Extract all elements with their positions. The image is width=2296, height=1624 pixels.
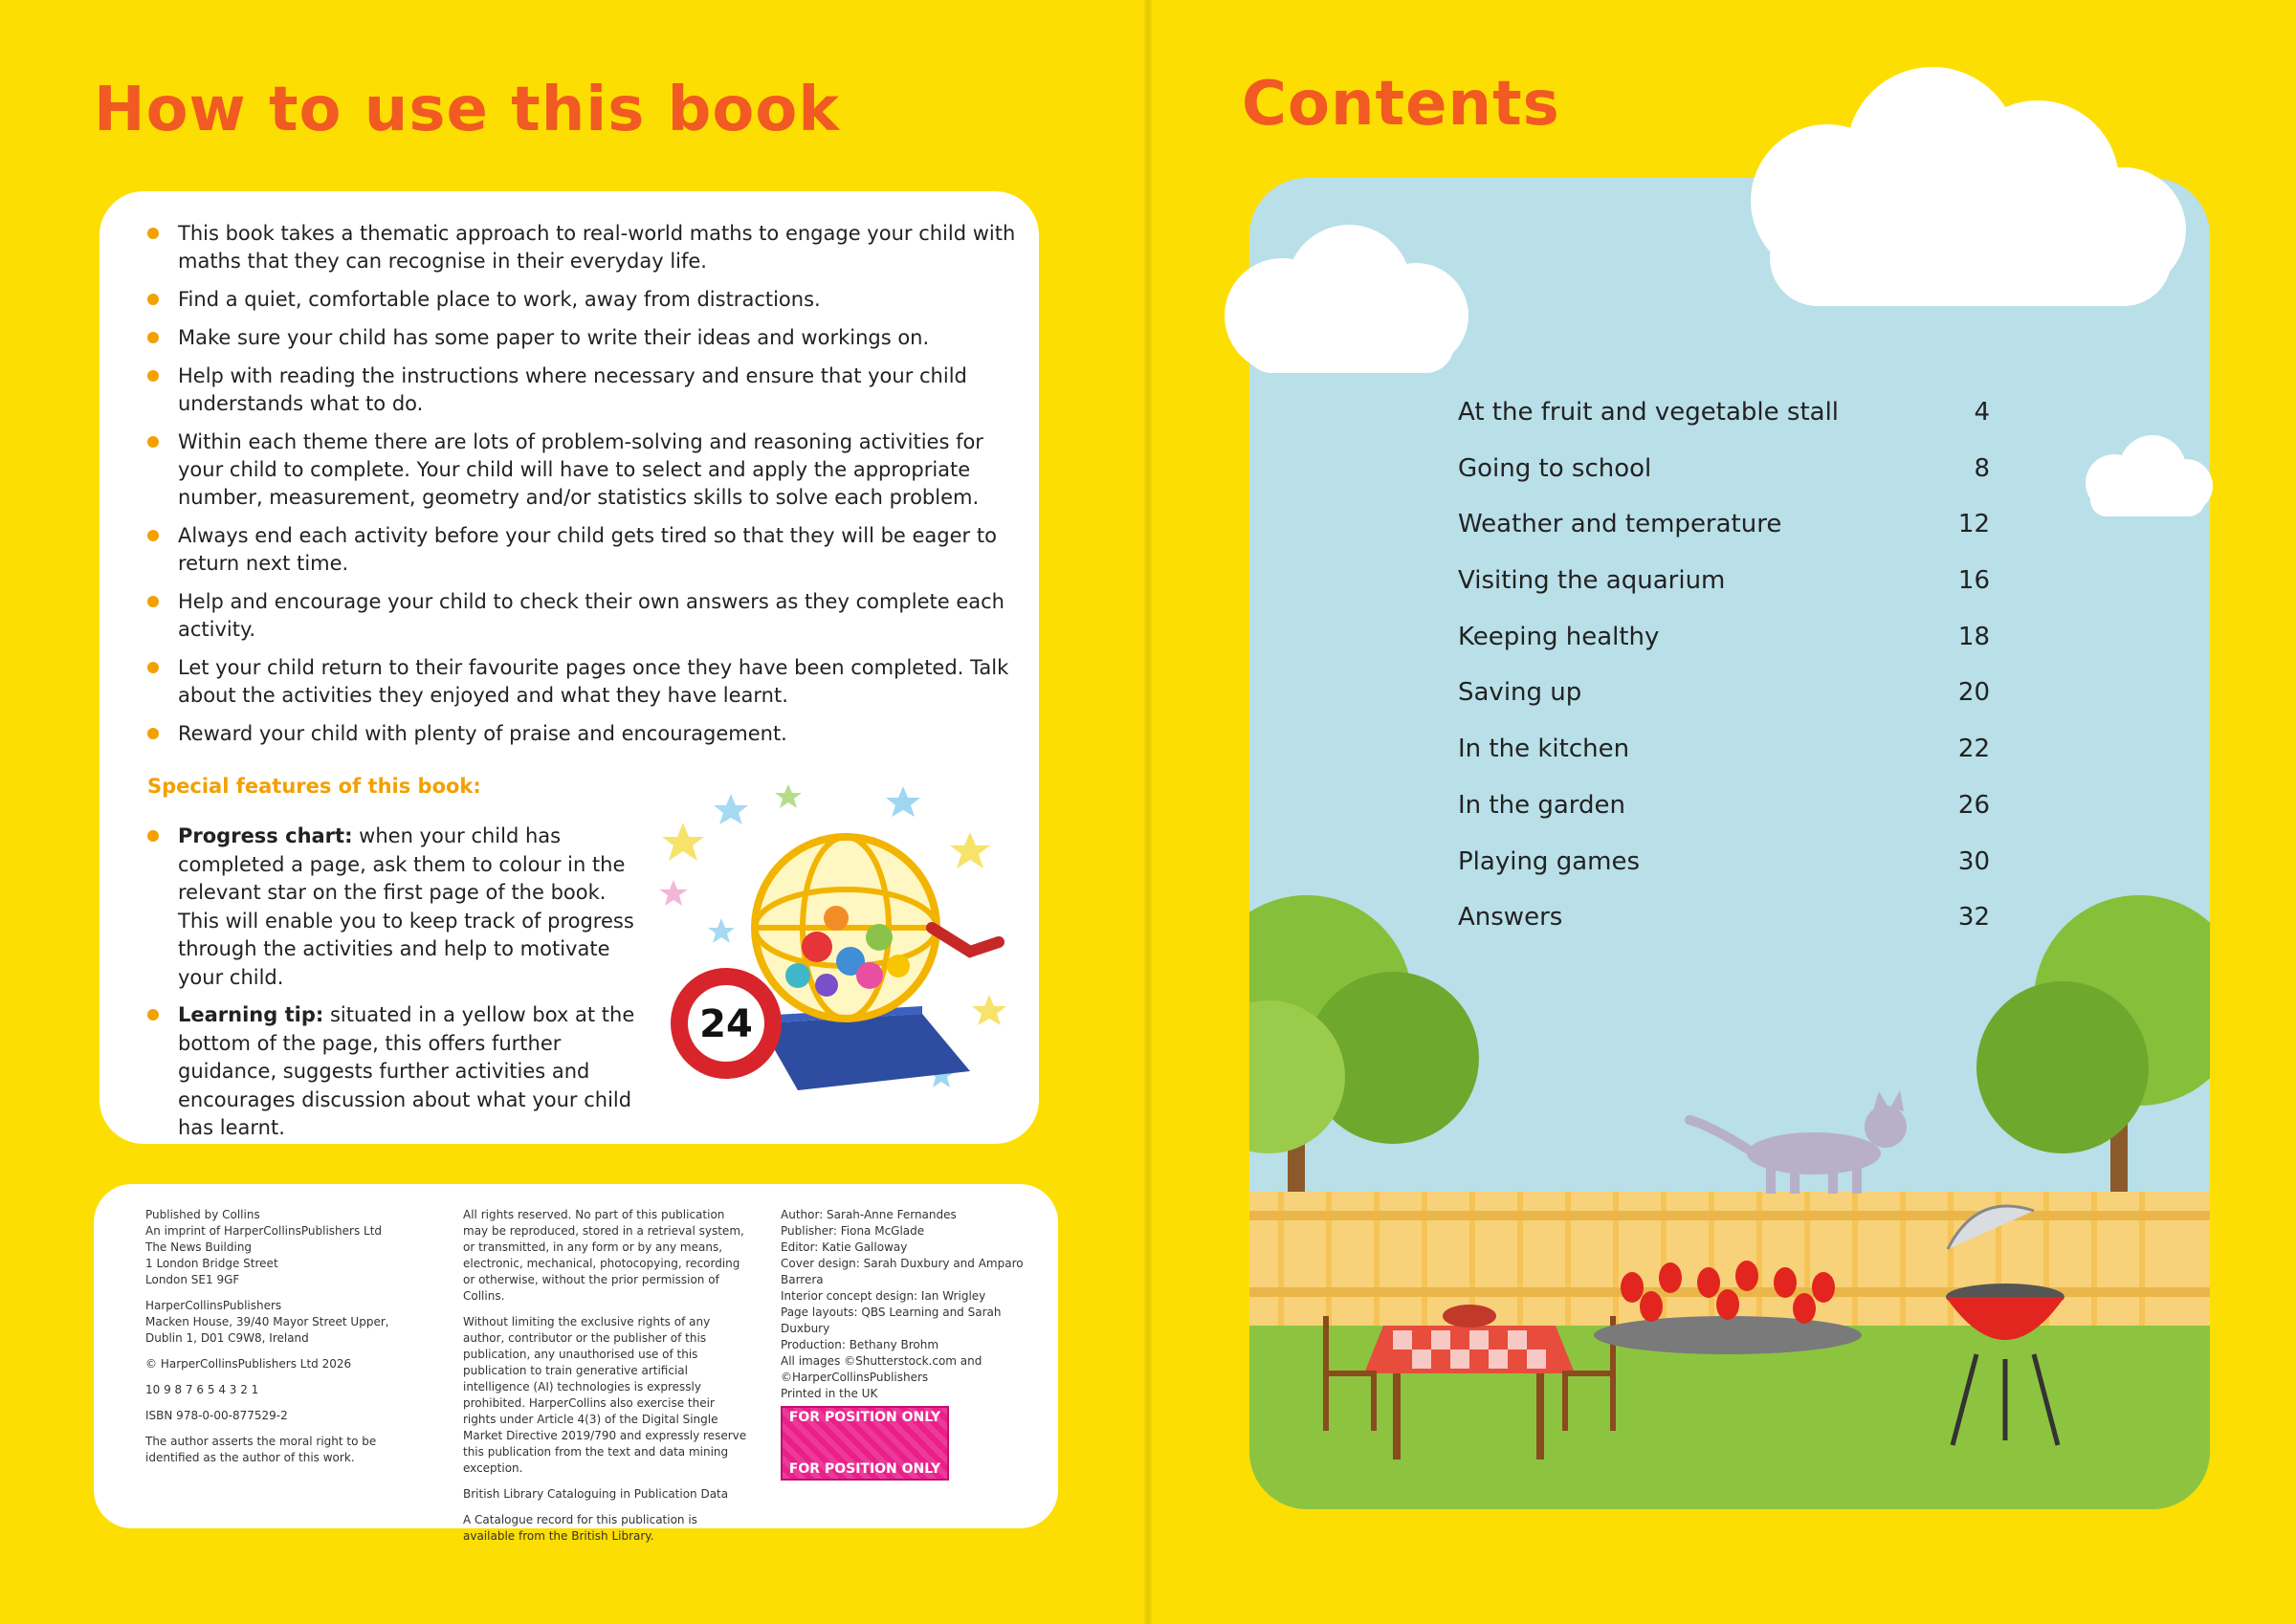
fpo-label-top: FOR POSITION ONLY — [788, 1410, 941, 1425]
numbered-ball — [671, 968, 782, 1079]
toc-row — [1458, 847, 1990, 904]
toc-row — [1458, 510, 1990, 566]
toc-row — [1458, 566, 1990, 623]
imprint-paragraph: Published by Collins An imprint of HarperCollinsPublishers Ltd The News Building 1 London Bridge Street London SE1 9GF — [145, 1208, 383, 1286]
toc-title: Going to school — [1458, 453, 1652, 483]
imprint-paragraph: © HarperCollinsPublishers Ltd 2026 — [145, 1357, 352, 1371]
instruction-item: Always end each activity before your child gets tired so that they will be eager to return next time. — [178, 522, 1020, 578]
cloud-small-right — [2066, 430, 2219, 526]
toc-title: Keeping healthy — [1458, 622, 1660, 651]
instructions-list — [178, 220, 1020, 758]
imprint-column-1 — [145, 1207, 423, 1476]
instruction-item: Make sure your child has some paper to write their ideas and workings on. — [178, 324, 1020, 352]
toc-title: Saving up — [1458, 678, 1582, 708]
imprint-column-3 — [781, 1207, 1049, 1412]
toc-page-number: 8 — [1974, 453, 1990, 483]
instruction-item: Reward your child with plenty of praise and encouragement. — [178, 720, 1020, 748]
toc-title: Visiting the aquarium — [1458, 566, 1726, 596]
toc-row — [1458, 735, 1990, 791]
imprint-paragraph: The author asserts the moral right to be identified as the author of this work. — [145, 1435, 377, 1464]
ball-number: 24 — [699, 1002, 753, 1046]
imprint-paragraph: British Library Cataloguing in Publication Data — [463, 1487, 729, 1501]
toc-title: At the fruit and vegetable stall — [1458, 398, 1840, 427]
toc-page-number: 26 — [1957, 790, 1990, 820]
toc-row — [1458, 903, 1990, 959]
imprint-paragraph: A Catalogue record for this publication is available from the British Library. — [463, 1513, 697, 1543]
cloud-top-right — [1722, 67, 2200, 325]
imprint-paragraph: Author: Sarah-Anne Fernandes Publisher: Fiona McGlade Editor: Katie Galloway Cover design: Sarah Duxbury and Amparo Barrera Interior concept design: Ian Wrigley Page layouts: QBS Learning and Sarah Duxbury Production: Bethany Brohm All images ©Shutterstock.com and ©HarperCollinsPublishers Printed in the UK — [781, 1208, 1024, 1400]
spread-fold — [1144, 0, 1152, 1624]
lottery-drum-illustration — [654, 784, 1037, 1100]
toc-page-number: 30 — [1957, 846, 1990, 876]
feature-text: situated in a yellow box at the bottom of the page, this offers further guidance, suggests further activities and encourages discussion about what your child has learnt. — [178, 1003, 635, 1139]
fpo-placeholder — [781, 1406, 949, 1481]
imprint-column-2 — [463, 1207, 750, 1554]
table-of-contents — [1458, 398, 1990, 959]
toc-page-number: 16 — [1957, 566, 1990, 596]
toc-title: Answers — [1458, 903, 1563, 933]
feature-term: Progress chart: — [178, 824, 353, 847]
instruction-item: Find a quiet, comfortable place to work, away from distractions. — [178, 286, 1020, 314]
imprint-card — [94, 1184, 1058, 1543]
fpo-label-bottom: FOR POSITION ONLY — [788, 1461, 941, 1477]
feature-item — [178, 1001, 637, 1143]
toc-title: In the kitchen — [1458, 735, 1630, 764]
cloud-left — [1205, 210, 1512, 402]
instructions-card — [99, 191, 1039, 1144]
imprint-paragraph: ISBN 978-0-00-877529-2 — [145, 1409, 288, 1422]
toc-page-number: 4 — [1974, 398, 1990, 427]
toc-title: Weather and temperature — [1458, 510, 1782, 539]
imprint-paragraph: All rights reserved. No part of this publication may be reproduced, stored in a retrieval system, or transmitted, in any form or by any means, electronic, mechanical, photocopying, recording or otherwise, without the prior permission of Collins. — [463, 1208, 744, 1303]
page-title: How to use this book — [94, 75, 840, 145]
instruction-item: Help with reading the instructions where necessary and ensure that your child understands what to do. — [178, 362, 1020, 418]
instruction-item: This book takes a thematic approach to real-world maths to engage your child with maths that they can recognise in their everyday life. — [178, 220, 1020, 275]
toc-row — [1458, 454, 1990, 511]
toc-page-number: 22 — [1957, 735, 1990, 764]
toc-title: In the garden — [1458, 790, 1625, 820]
feature-text: when your child has completed a page, ask them to colour in the relevant star on the first page of the book. This will enable you to keep track of progress through the activities and help to motivate your child. — [178, 824, 634, 989]
special-features-heading: Special features of this book: — [147, 775, 481, 798]
imprint-paragraph: Without limiting the exclusive rights of any author, contributor or the publisher of this publication, any unauthorised use of this publication to train generative artificial intelligence (AI) technologies is expressly prohibited. HarperCollins also exercise their rights under Article 4(3) of the Digital Single Market Directive 2019/790 and expressly reserve this publication from the text and data mining exception. — [463, 1315, 747, 1475]
toc-page-number: 18 — [1957, 622, 1990, 651]
toc-row — [1458, 623, 1990, 679]
toc-row — [1458, 678, 1990, 735]
instruction-item: Let your child return to their favourite pages once they have been completed. Talk about the activities they enjoyed and what they have learnt. — [178, 654, 1020, 710]
toc-page-number: 12 — [1957, 510, 1990, 539]
imprint-paragraph: 10 9 8 7 6 5 4 3 2 1 — [145, 1383, 259, 1396]
contents-title: Contents — [1242, 69, 1560, 140]
special-features-list — [178, 823, 637, 1152]
imprint-paragraph: HarperCollinsPublishers Macken House, 39/40 Mayor Street Upper, Dublin 1, D01 C9W8, Ireland — [145, 1299, 389, 1345]
toc-row — [1458, 791, 1990, 847]
feature-item — [178, 823, 637, 992]
toc-page-number: 32 — [1957, 903, 1990, 933]
instruction-item: Help and encourage your child to check their own answers as they complete each activity. — [178, 588, 1020, 644]
toc-row — [1458, 398, 1990, 454]
lottery-drum — [755, 837, 937, 1019]
instruction-item: Within each theme there are lots of problem-solving and reasoning activities for your child to complete. Your child will have to select and apply the appropriate number, measurement, geometry and/or statistics skills to solve each problem. — [178, 428, 1020, 512]
toc-page-number: 20 — [1957, 678, 1990, 708]
toc-title: Playing games — [1458, 846, 1640, 876]
feature-term: Learning tip: — [178, 1003, 324, 1026]
